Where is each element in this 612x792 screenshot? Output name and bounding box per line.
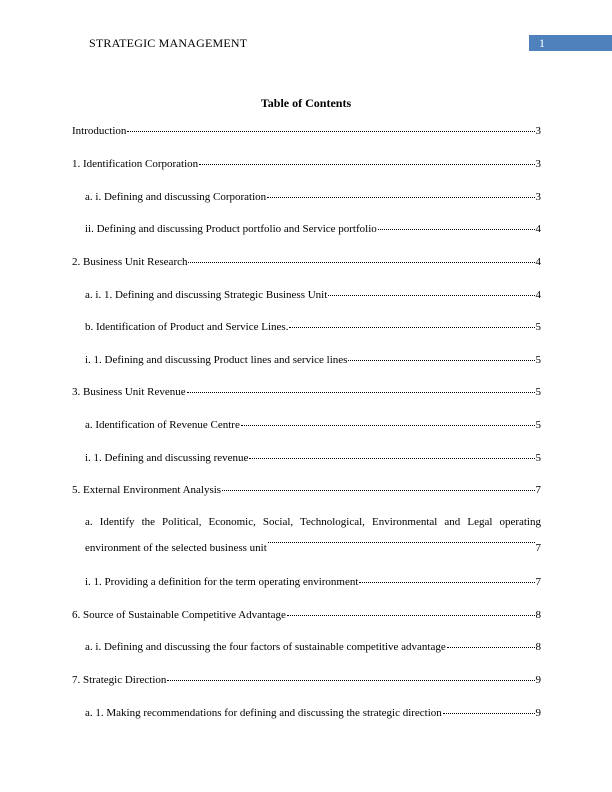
toc-entry-text-continued: environment of the selected business unit bbox=[85, 542, 267, 554]
toc-entry-page: 5 bbox=[535, 321, 541, 333]
toc-entry-text: 5. External Environment Analysis bbox=[72, 484, 222, 496]
toc-entry-page: 5 bbox=[535, 386, 541, 398]
toc-title: Table of Contents bbox=[260, 96, 352, 110]
toc-entry-page: 8 bbox=[535, 641, 541, 653]
toc-entry-text: 7. Strategic Direction bbox=[72, 674, 167, 686]
toc-entry[interactable] bbox=[85, 222, 541, 236]
dot-leader bbox=[127, 122, 534, 132]
running-header-title: STRATEGIC MANAGEMENT bbox=[89, 36, 248, 50]
toc-entry[interactable] bbox=[72, 483, 541, 497]
toc-entry-text: ii. Defining and discussing Product portfolio and Service portfolio bbox=[85, 223, 377, 235]
toc-entry-text: 1. Identification Corporation bbox=[72, 158, 199, 170]
toc-entry[interactable] bbox=[85, 418, 541, 432]
dot-leader bbox=[447, 638, 535, 648]
toc-entry-text: Introduction bbox=[72, 125, 127, 137]
dot-leader bbox=[378, 220, 535, 230]
toc-entry-page: 3 bbox=[535, 191, 541, 203]
toc-entry[interactable] bbox=[72, 673, 541, 687]
toc-entry[interactable] bbox=[85, 706, 541, 720]
toc-entry-text: a. i. 1. Defining and discussing Strategic Business Unit bbox=[85, 289, 328, 301]
dot-leader bbox=[268, 533, 535, 543]
toc-entry-text: a. i. Defining and discussing Corporation bbox=[85, 191, 267, 203]
toc-entry-text: a. Identify the Political, Economic, Social, Technological, Environmental and Legal operating bbox=[85, 516, 541, 528]
dot-leader bbox=[328, 286, 534, 296]
toc-entry-text: a. i. Defining and discussing the four factors of sustainable competitive advantage bbox=[85, 641, 446, 653]
toc-entry-page: 9 bbox=[535, 674, 541, 686]
toc-entry[interactable] bbox=[72, 157, 541, 171]
toc-entry[interactable] bbox=[85, 640, 541, 654]
toc-entry-page: 3 bbox=[535, 125, 541, 137]
toc-entry[interactable] bbox=[72, 255, 541, 269]
toc-entry-text: 2. Business Unit Research bbox=[72, 256, 188, 268]
toc-entry-page: 7 bbox=[535, 576, 541, 588]
toc-entry-page: 5 bbox=[535, 354, 541, 366]
dot-leader bbox=[359, 573, 534, 583]
toc-entry-page: 3 bbox=[535, 158, 541, 170]
toc-entry-text: i. 1. Defining and discussing revenue bbox=[85, 452, 249, 464]
toc-entry-page: 4 bbox=[535, 223, 541, 235]
toc-entry-text: i. 1. Defining and discussing Product lines and service lines bbox=[85, 354, 348, 366]
toc-entry[interactable] bbox=[72, 124, 541, 138]
toc-entry-text: 6. Source of Sustainable Competitive Advantage bbox=[72, 609, 286, 621]
dot-leader bbox=[199, 155, 534, 165]
page-number-box bbox=[529, 35, 612, 51]
dot-leader bbox=[443, 704, 535, 714]
toc-entry[interactable] bbox=[85, 190, 541, 204]
dot-leader bbox=[267, 188, 534, 198]
dot-leader bbox=[287, 606, 535, 616]
toc-entry-page: 9 bbox=[535, 707, 541, 719]
toc-entry[interactable] bbox=[72, 608, 541, 622]
toc-entry[interactable] bbox=[85, 320, 541, 334]
toc-entry-page: 8 bbox=[535, 609, 541, 621]
toc-entry[interactable] bbox=[85, 288, 541, 302]
page-number: 1 bbox=[539, 36, 545, 50]
toc-entry[interactable] bbox=[85, 451, 541, 465]
dot-leader bbox=[188, 253, 534, 263]
toc-entry[interactable] bbox=[85, 509, 541, 561]
toc-entry[interactable] bbox=[85, 353, 541, 367]
toc-entry-page: 5 bbox=[535, 452, 541, 464]
dot-leader bbox=[187, 383, 535, 393]
toc-entry-text: b. Identification of Product and Service Lines. bbox=[85, 321, 289, 333]
toc-entry-page: 4 bbox=[535, 289, 541, 301]
toc-entry-page: 7 bbox=[535, 542, 541, 554]
dot-leader bbox=[289, 318, 534, 328]
toc-entry-text: a. 1. Making recommendations for defining and discussing the strategic direction bbox=[85, 707, 442, 719]
toc-entry-page: 4 bbox=[535, 256, 541, 268]
dot-leader bbox=[348, 351, 534, 361]
dot-leader bbox=[222, 481, 534, 491]
dot-leader bbox=[241, 416, 535, 426]
toc-entry-text: 3. Business Unit Revenue bbox=[72, 386, 186, 398]
dot-leader bbox=[167, 671, 534, 681]
toc-entry[interactable] bbox=[72, 385, 541, 399]
toc-entry-page: 7 bbox=[535, 484, 541, 496]
toc-entry-page: 5 bbox=[535, 419, 541, 431]
toc-entry-text: a. Identification of Revenue Centre bbox=[85, 419, 240, 431]
toc-entry-text: i. 1. Providing a definition for the term operating environment bbox=[85, 576, 359, 588]
toc-entry[interactable] bbox=[85, 575, 541, 589]
dot-leader bbox=[249, 449, 534, 459]
